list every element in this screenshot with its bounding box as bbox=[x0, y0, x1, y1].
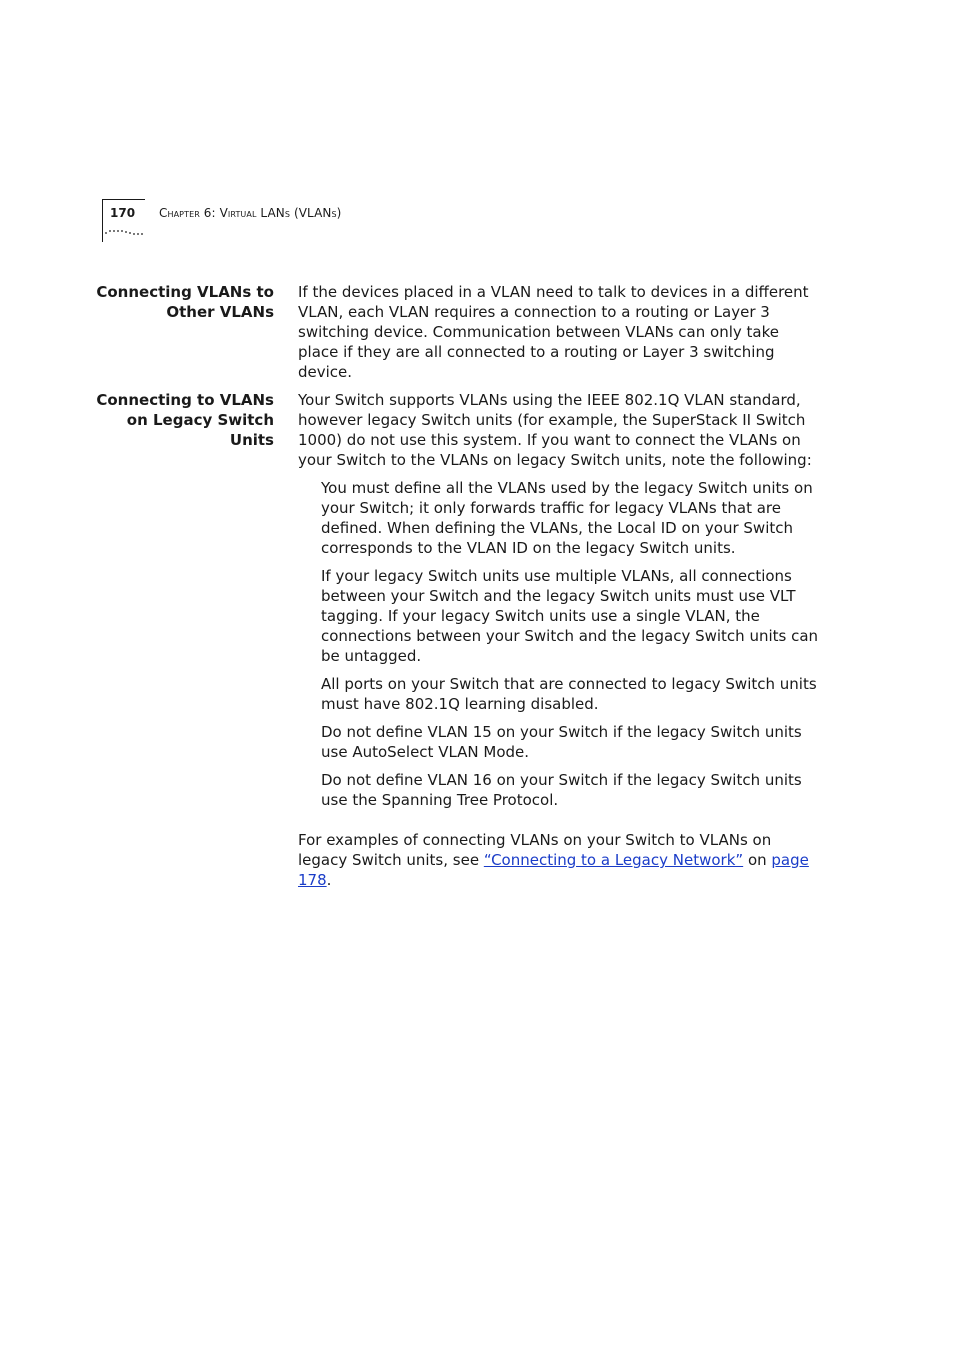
list-item: If your legacy Switch units use multiple VLANs, all connections between your Switch and the legacy Switch units must use VLT tagging. If your legacy Switch units use a single VLAN, the connections between your Switch and the legacy Switch units can be untagged. bbox=[321, 567, 819, 665]
closing-text: . bbox=[326, 871, 332, 889]
heading-line: on Legacy Switch bbox=[126, 411, 274, 429]
intro-paragraph: Your Switch supports VLANs using the IEEE 802.1Q VLAN standard, however legacy Switch units (for example, the SuperStack II Switch 1000) do not use this system. If you want to connect the VLANs on your Switch to the VLANs on legacy Switch units, note the following: bbox=[298, 391, 812, 469]
heading-line: Other VLANs bbox=[166, 303, 274, 321]
list-item: You must define all the VLANs used by the legacy Switch units on your Switch; it only forwards traffic for legacy VLANs that are defined. When defining the VLANs, the Local ID on your Switch corresponds to the VLAN ID on the legacy Switch units. bbox=[321, 479, 813, 557]
heading-line: Units bbox=[229, 431, 274, 449]
link-page-178[interactable]: page 178 bbox=[298, 851, 809, 889]
section-heading-legacy-switch bbox=[74, 390, 274, 450]
heading-line: Connecting to VLANs bbox=[96, 391, 274, 409]
header-dotted-ornament bbox=[104, 225, 146, 237]
list-item: Do not define VLAN 15 on your Switch if the legacy Switch units use AutoSelect VLAN Mode. bbox=[321, 723, 802, 761]
link-connecting-legacy-network[interactable]: “Connecting to a Legacy Network” bbox=[483, 851, 744, 869]
closing-text: on bbox=[743, 851, 772, 869]
section-body-legacy-switch bbox=[298, 390, 824, 890]
paragraph: If the devices placed in a VLAN need to talk to devices in a different VLAN, each VLAN requires a connection to a routing or Layer 3 switching device. Communication between VLANs can only take place if they are all connected to a routing or Layer 3 switching device. bbox=[298, 283, 809, 381]
closing-paragraph bbox=[298, 830, 824, 890]
section-heading-connecting-vlans bbox=[74, 282, 274, 322]
page-number: 170 bbox=[110, 206, 136, 220]
closing-text: For examples of connecting VLANs on your Switch to VLANs on legacy Switch units, see bbox=[298, 831, 772, 869]
running-head: Chapter 6: Virtual LANs (VLANs) bbox=[159, 206, 342, 220]
note-list bbox=[321, 478, 824, 810]
heading-line: Connecting VLANs to bbox=[96, 283, 274, 301]
list-item: Do not define VLAN 16 on your Switch if the legacy Switch units use the Spanning Tree Protocol. bbox=[321, 771, 802, 809]
list-item: All ports on your Switch that are connected to legacy Switch units must have 802.1Q learning disabled. bbox=[321, 675, 817, 713]
section-body-connecting-vlans bbox=[298, 282, 824, 382]
